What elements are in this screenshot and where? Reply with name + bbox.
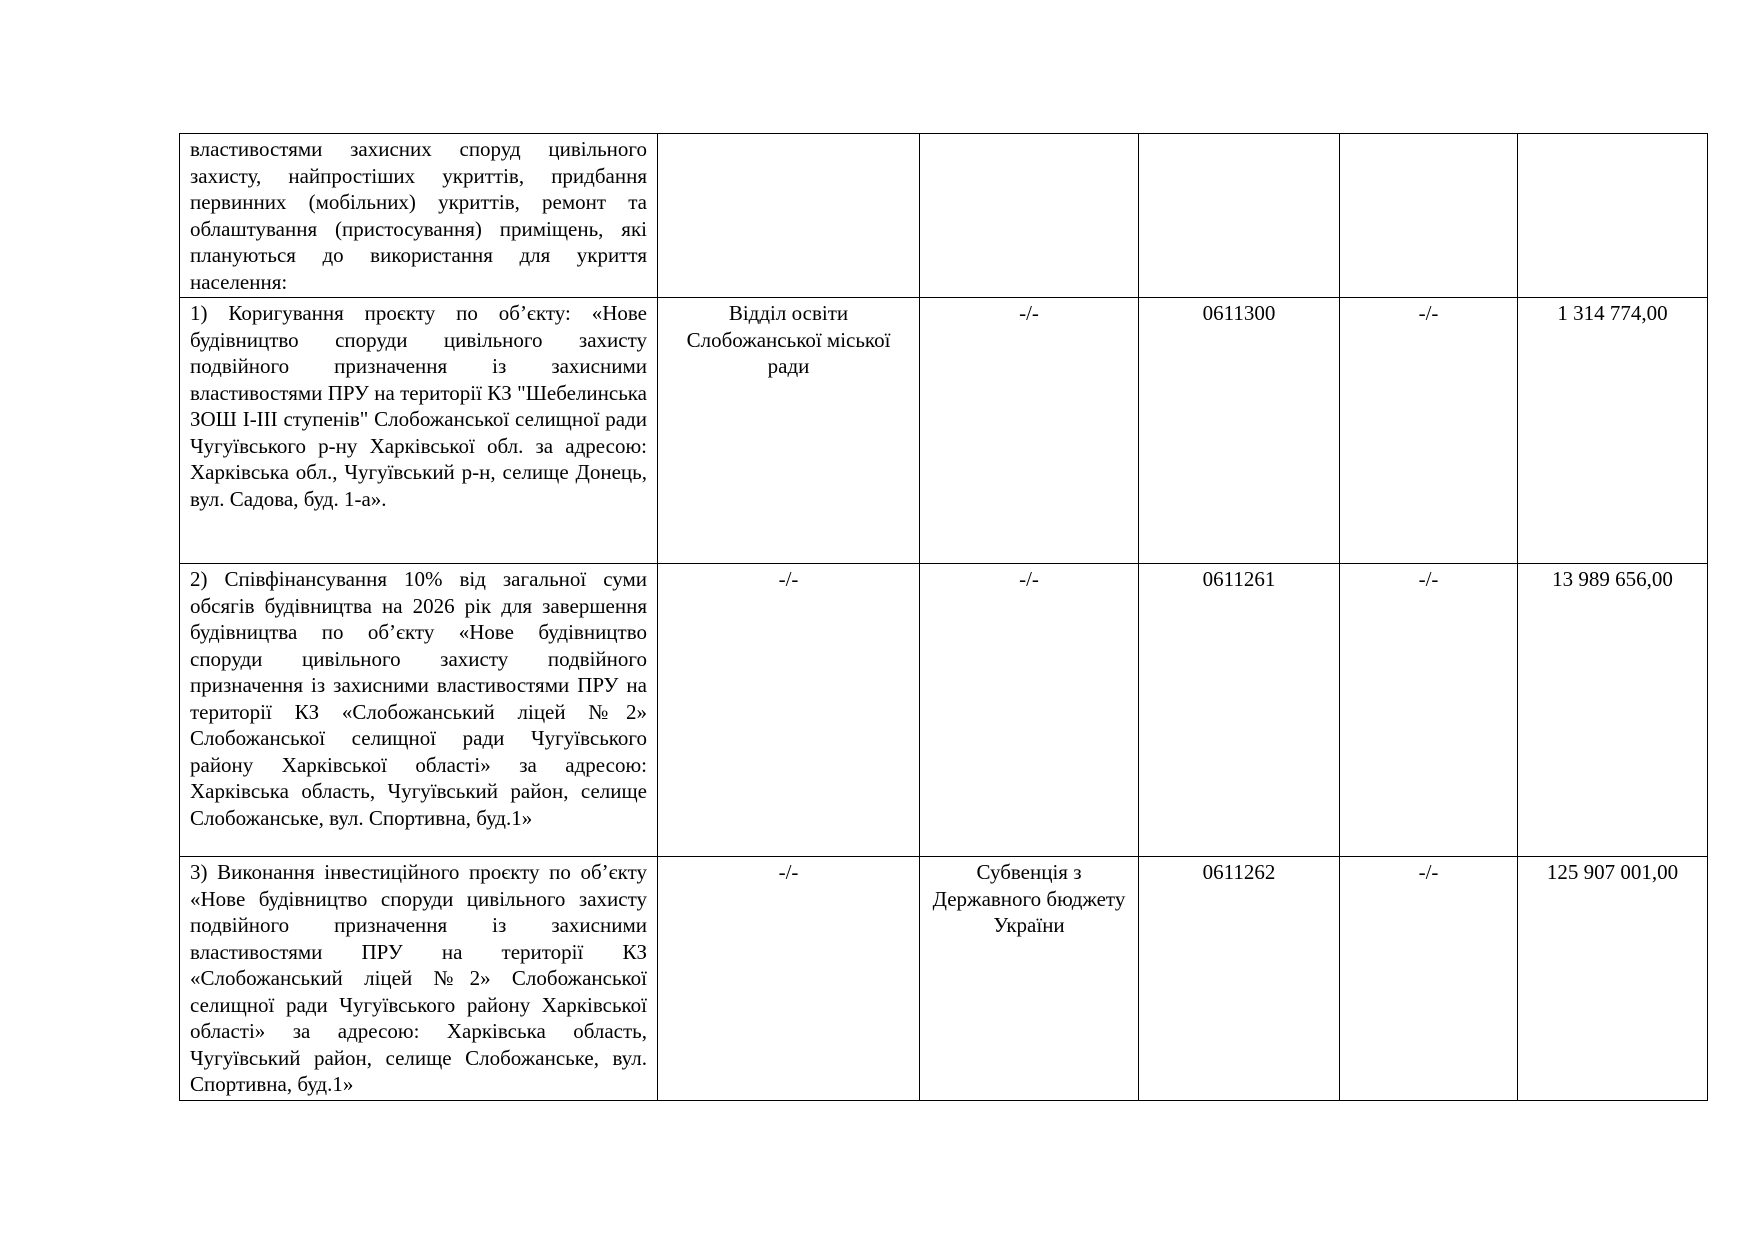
amount-cell: 125 907 001,00	[1518, 857, 1708, 1101]
amount-cell: 13 989 656,00	[1518, 564, 1708, 857]
measure-description: властивостями захисних споруд цивільного захисту, найпростіших укриттів, придбання первинних (мобільних) укриттів, ремонт та облаштування (пристосування) приміщень, які плануються до використання для укриття населення:	[180, 134, 658, 298]
table-row	[180, 134, 1708, 298]
executor-cell: Відділ освіти Слобожанської міської ради	[658, 298, 920, 564]
measure-description: 2) Співфінансування 10% від загальної суми обсягів будівництва на 2026 рік для завершення будівництва по об’єкту «Нове будівництво споруди цивільного захисту подвійного призначення із захисними властивостями ПРУ на території КЗ «Слобожанський ліцей №2» Слобожанської селищної ради Чугуївського району Харківської області» за адресою: Харківська область, Чугуївський район, селище Слобожанське, вул. Спортивна, буд.1»	[180, 564, 658, 857]
funding-source-cell: Субвенція з Державного бюджету України	[920, 857, 1139, 1101]
executor-cell	[658, 134, 920, 298]
program-measures-table	[179, 133, 1708, 1101]
table-row	[180, 298, 1708, 564]
budget-code-cell	[1139, 134, 1340, 298]
table-row	[180, 857, 1708, 1101]
amount-cell	[1518, 134, 1708, 298]
funding-source-cell	[920, 134, 1139, 298]
executor-cell: -/-	[658, 564, 920, 857]
budget-code-cell: 0611261	[1139, 564, 1340, 857]
funding-source-cell: -/-	[920, 298, 1139, 564]
budget-code-cell: 0611300	[1139, 298, 1340, 564]
term-cell: -/-	[1340, 298, 1518, 564]
table-row	[180, 564, 1708, 857]
executor-cell: -/-	[658, 857, 920, 1101]
funding-source-cell: -/-	[920, 564, 1139, 857]
amount-cell: 1 314 774,00	[1518, 298, 1708, 564]
term-cell	[1340, 134, 1518, 298]
term-cell: -/-	[1340, 564, 1518, 857]
measure-description: 1) Коригування проєкту по об’єкту: «Нове будівництво споруди цивільного захисту подвійного призначення із захисними властивостями ПРУ на території КЗ "Шебелинська ЗОШ І-ІІІ ступенів" Слобожанської селищної ради Чугуївського р-ну Харківської обл. за адресою: Харківська обл., Чугуївський р-н, селище Донець, вул. Садова, буд. 1-а».	[180, 298, 658, 564]
term-cell: -/-	[1340, 857, 1518, 1101]
budget-code-cell: 0611262	[1139, 857, 1340, 1101]
measure-description: 3) Виконання інвестиційного проєкту по об’єкту «Нове будівництво споруди цивільного захисту подвійного призначення із захисними властивостями ПРУ на території КЗ «Слобожанський ліцей №2» Слобожанської селищної ради Чугуївського району Харківської області» за адресою: Харківська область, Чугуївський район, селище Слобожанське, вул. Спортивна, буд.1»	[180, 857, 658, 1101]
